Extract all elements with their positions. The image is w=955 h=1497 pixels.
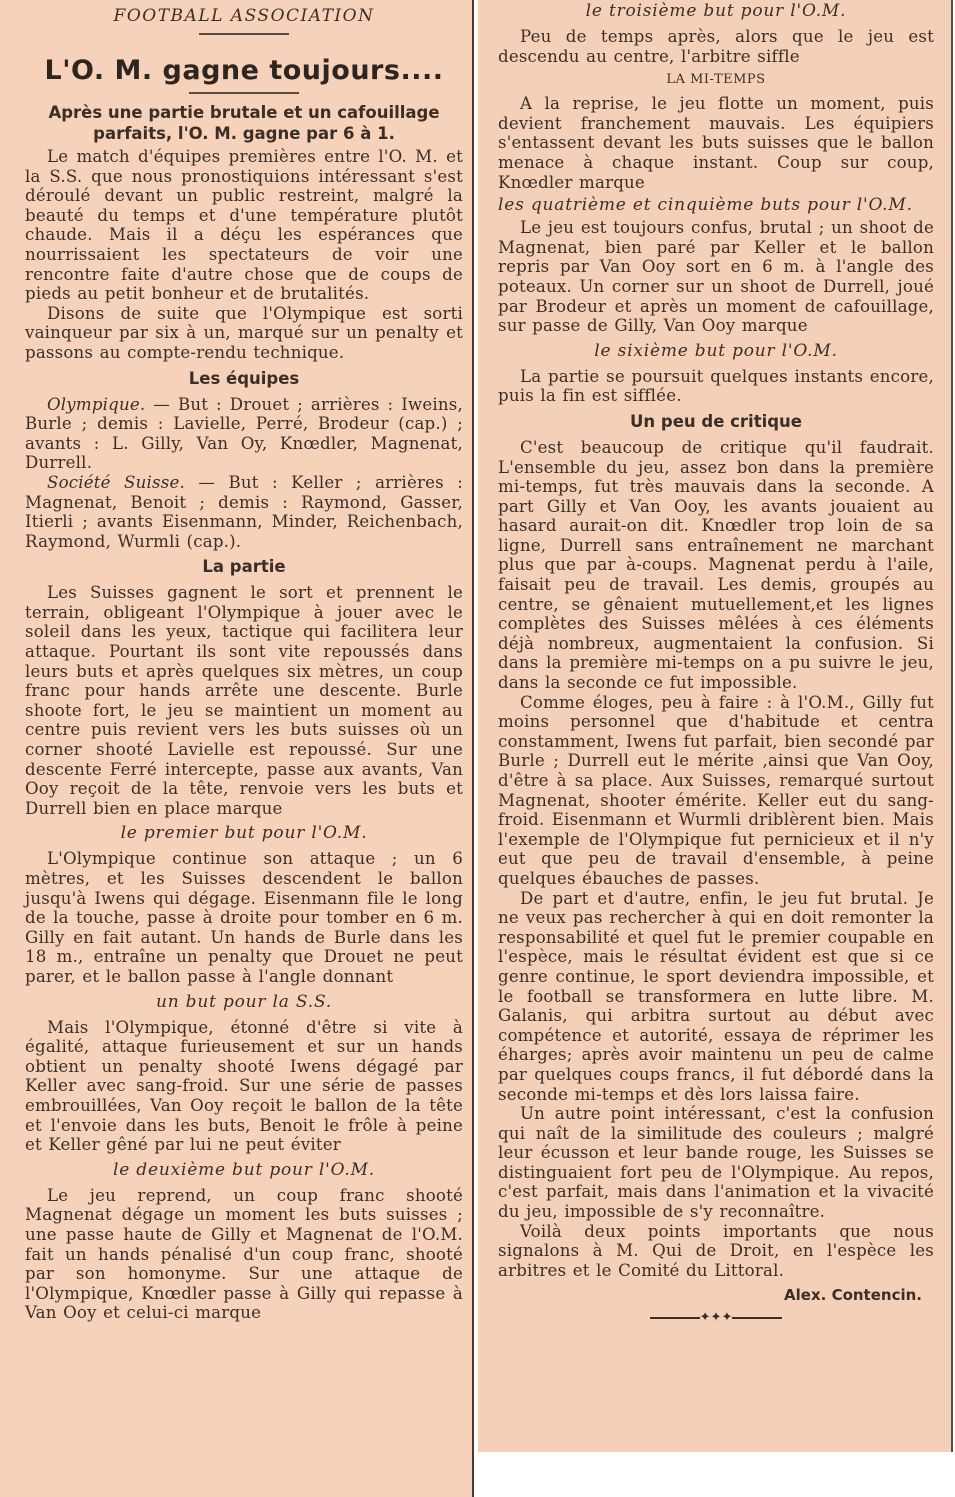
match-paragraph: A la reprise, le jeu flotte un moment, puis devient franchement mauvais. Les équipiers s'entassent devant les buts suisses que le ballon menace à chaque instant. Coup sur coup, Knœdler marque bbox=[498, 94, 934, 192]
critique-paragraph: Voilà deux points importants que nous signalons à M. Qui de Droit, en l'espèce les arbitres et le Comité du Littoral. bbox=[498, 1221, 934, 1280]
ornament-line bbox=[732, 1317, 782, 1319]
left-column bbox=[0, 0, 473, 1497]
match-paragraph: L'Olympique continue son attaque ; un 6 mètres, et les Suisses descendent le ballon jusqu'à Iwens qui dégage. Eisenmann file le long de la touche, passe à droite pour tomber en 6 m. Gilly en fait autant. Un hands de Burle dans les 18 m., entraîne un penalty que Drouet ne peut parer, et le ballon passe à l'angle donnant bbox=[25, 849, 463, 986]
team-name-olympique: Olympique. bbox=[47, 394, 146, 414]
right-column bbox=[478, 0, 952, 1452]
critique-paragraph: De part et d'autre, enfin, le jeu fut brutal. Je ne veux pas rechercher à qui en doit remonter la responsabilité et quel fut le premier coupable en l'espèce, mais le résultat évident est que si ce genre continue, le sport deviendra impossible, et le football se transformera en lutte libre. M. Galanis, qui arbitra surtout au début avec compétence et autorité, essaya de réprimer les éharges; après avoir maintenu un peu de calme par quelques coups francs, il fut débordé dans la seconde mi-temps et dès lors laissa faire. bbox=[498, 888, 934, 1104]
ornament-diamonds-icon: ✦✦✦ bbox=[699, 1310, 733, 1326]
intro-paragraph: Disons de suite que l'Olympique est sorti vainqueur par six à un, marqué sur un penalty et passons au compte-rendu technique. bbox=[25, 303, 463, 362]
author-signature: Alex. Contencin. bbox=[784, 1286, 922, 1305]
goal-caption: le premier but pour l'O.M. bbox=[120, 823, 368, 844]
match-paragraph: La partie se poursuit quelques instants encore, puis la fin est sifflée. bbox=[498, 366, 934, 406]
critique-paragraph: Un autre point intéressant, c'est la confusion qui naît de la similitude des couleurs ; malgré leur écusson et leur bande rouge, les Suisses se distinguaient fort peu de l'Olympique. Au repos, c'est parfait, mais dans l'animation et la vivacité du jeu, impossible de s'y reconnaître. bbox=[498, 1104, 934, 1222]
match-paragraph: Peu de temps après, alors que le jeu est descendu au centre, l'arbitre siffle bbox=[498, 27, 934, 66]
teams-block bbox=[25, 395, 463, 552]
divider bbox=[199, 33, 289, 35]
suisse-lineup bbox=[25, 473, 463, 551]
divider bbox=[189, 92, 299, 94]
team-name-suisse: Société Suisse. bbox=[47, 472, 185, 492]
lineup-text: — But : Drouet ; arrières : Iweins, Burle ; demis : Lavielle, Perré, Brodeur (cap.) ; avants : L. Gilly, Van Oy, Knœdler, Magnenat, Durrell. bbox=[25, 394, 463, 473]
goal-caption: le troisième but pour l'O.M. bbox=[585, 1, 847, 21]
goal-caption: un but pour la S.S. bbox=[155, 991, 333, 1012]
article-subheadline: Après une partie brutale et un cafouillage parfaits, l'O. M. gagne par 6 à 1. bbox=[48, 103, 440, 143]
goal-caption: les quatrième et cinquième buts pour l'O.M. bbox=[498, 195, 913, 216]
halftime-heading: LA MI-TEMPS bbox=[666, 72, 766, 88]
goal-caption: le deuxième but pour l'O.M. bbox=[113, 1159, 375, 1180]
match-paragraph: Les Suisses gagnent le sort et prennent le terrain, obligeant l'Olympique à jouer avec le soleil dans les yeux, tactique qui facilitera leur attaque. Pourtant ils sont vite repoussés dans leurs buts et après quelques six mètres, un coup franc pour hands arrête une descente. Burle shoote fort, le jeu se maintient un moment au centre puis revient vers les buts suisses où un corner shooté Lavielle est repoussé. Sur une descente Ferré intercepte, passe aux avants, Van Ooy reçoit de la tête, renvoie vers les buts et Durrell bien en place marque bbox=[25, 583, 463, 818]
match-paragraph: Mais l'Olympique, étonné d'être si vite à égalité, attaque furieusement et sur un hands obtient un penalty shooté Iwens dégagé par Keller avec sang-froid. Sur une série de passes embrouillées, Van Ooy reçoit le ballon de la tête et l'envoie dans les buts, Benoit le frôle à peine et Keller gêné par lui ne peut éviter bbox=[25, 1017, 463, 1155]
olympique-lineup bbox=[25, 395, 463, 473]
ornament-line bbox=[650, 1317, 700, 1319]
match-paragraph: Le jeu reprend, un coup franc shooté Magnenat dégage un moment les buts suisses ; une passe haute de Gilly et Magnenat de l'O.M. fait un hands pénalisé d'un coup franc, shooté par son homonyme. Sur une attaque de l'Olympique, Knœdler passe à Gilly qui repasse à Van Ooy et celui-ci marque bbox=[25, 1185, 463, 1323]
critique-paragraph: Comme éloges, peu à faire : à l'O.M., Gilly fut moins personnel que d'habitude et centra constamment, Iwens fut parfait, bien secondé par Burle ; Durrell eut le mérite ,ainsi que Van Ooy, d'être à sa place. Aux Suisses, remarqué surtout Magnenat, shooter émérite. Keller eut du sang-froid. Eisenmann et Wurmli driblèrent bien. Mais l'exemple de l'Olympique fut pernicieux et il n'y eut que peu de travail d'ensemble, à peine quelques ébauches de passes. bbox=[498, 692, 934, 888]
lineup-text: — But : Keller ; arrières : Magnenat, Benoit ; demis : Raymond, Gasser, Itierli ; avants Eisenmann, Minder, Reichenbach, Raymond, Wurmli (cap.). bbox=[25, 472, 463, 551]
column-rule bbox=[472, 0, 474, 1497]
intro-paragraph: Le match d'équipes premières entre l'O. M. et la S.S. que nous pronostiquions intéressant s'est déroulé devant un public restreint, malgré la beauté du temps et d'une température plutôt chaude. Mais il a déçu les espérances que nourrissaient les spectateurs de voir une rencontre faite d'autre chose que de coups de pieds au petit bonheur et de brutalités. bbox=[25, 147, 463, 304]
match-paragraph: Le jeu est toujours confus, brutal ; un shoot de Magnenat, bien paré par Keller et le ballon repris par Van Ooy sort en 6 m. à l'angle des poteaux. Un corner sur un shoot de Durrell, joué par Brodeur et après un moment de cafouillage, sur passe de Gilly, Van Ooy marque bbox=[498, 218, 934, 336]
column-rule bbox=[951, 0, 953, 1452]
critique-paragraph: C'est beaucoup de critique qu'il faudrait. L'ensemble du jeu, assez bon dans la première mi-temps, fut très mauvais dans la seconde. A part Gilly et Van Ooy, les avants jouaient au hasard aurait-on dit. Knœdler trop loin de sa ligne, Durrell sans entraînement ne marchant plus que par à-coups. Magnenat perdu à l'aile, faisait peu de travail. Les demis, groupés au centre, se gênaient mutuellement,et les lignes complètes des Suisses mêlées à ces éléments déjà nombreux, augmentaient la confusion. Si dans la première mi-temps on a pu suivre le jeu, dans la seconde ce fut impossible. bbox=[498, 437, 934, 693]
end-ornament bbox=[498, 1310, 934, 1325]
goal-caption: le sixième but pour l'O.M. bbox=[594, 340, 838, 361]
match-heading: La partie bbox=[202, 557, 286, 577]
section-rubric: FOOTBALL ASSOCIATION bbox=[113, 6, 375, 26]
teams-heading: Les équipes bbox=[188, 368, 300, 388]
critique-heading: Un peu de critique bbox=[630, 411, 802, 431]
article-headline: L'O. M. gagne toujours.... bbox=[44, 55, 444, 86]
